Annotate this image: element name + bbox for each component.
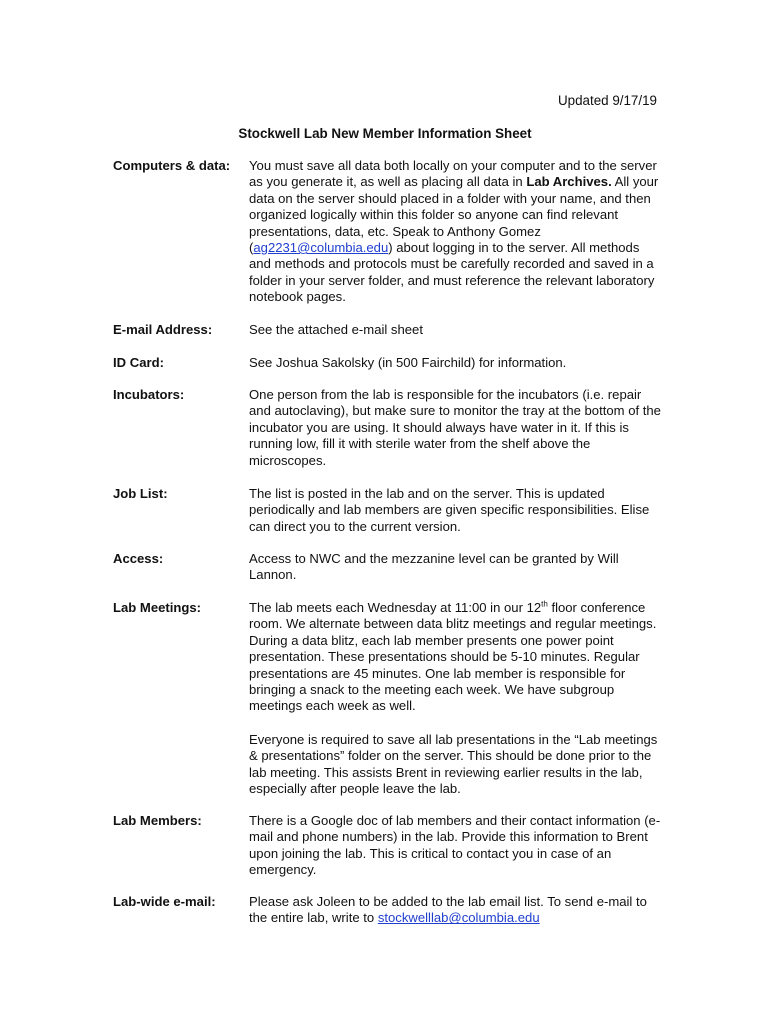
bold-text: Lab Archives. (526, 174, 612, 190)
text-run: The lab meets each Wednesday at 11:00 in our 12 (249, 600, 542, 615)
section-paragraph: See Joshua Sakolsky (in 500 Fairchild) for information. (249, 355, 567, 370)
section-body (249, 600, 661, 715)
section-label: Lab Members: (113, 813, 202, 828)
section-paragraph (249, 894, 661, 927)
section-label: Access: (113, 551, 164, 566)
section-body (249, 813, 661, 879)
superscript: th (541, 599, 548, 609)
document-title: Stockwell Lab New Member Information Sheet (238, 126, 532, 141)
email-link-anthony[interactable]: ag2231@columbia.edu (253, 240, 389, 256)
section-body (249, 322, 661, 338)
section-body (249, 387, 661, 469)
section-paragraph: One person from the lab is responsible for the incubators (i.e. repair and autoclaving), but make sure to monitor the tray at the bottom of the incubator you are using. It should always have water in it. If this is running low, fill it with sterile water from the shelf above the microscopes. (249, 387, 661, 468)
updated-date: Updated 9/17/19 (557, 93, 657, 108)
section-paragraph: Access to NWC and the mezzanine level can be granted by Will Lannon. (249, 551, 619, 583)
section-paragraph: There is a Google doc of lab members and their contact information (e-mail and phone numbers) in the lab. Provide this information to Brent upon joining the lab. This is critical to contact you in case of an emergency. (249, 813, 661, 878)
text-run: ) about logging in to the server. All methods and methods and protocols must be carefully recorded and saved in a folder in your server folder, and must reference the relevant laboratory notebook pages. (249, 240, 655, 305)
section-body (249, 551, 661, 584)
section-label: ID Card: (113, 355, 164, 370)
section-label: Incubators: (113, 387, 185, 402)
section-paragraph (249, 600, 661, 715)
text-run: All your data on the server should placed in a folder with your name, and then organized logically within this folder so anyone can find relevant presentations, data, etc. Speak to Anthony Gomez ( (249, 174, 659, 256)
section-label: Lab Meetings: (113, 600, 202, 615)
section-label: Job List: (113, 486, 168, 501)
section-body (249, 158, 661, 306)
section-paragraph: The list is posted in the lab and on the server. This is updated periodically and lab members are given specific responsibilities. Elise can direct you to the current version. (249, 486, 650, 534)
text-run: You must save all data both locally on your computer and to the server as you generate it, as well as placing all data in (249, 158, 657, 190)
section-body (249, 486, 661, 535)
text-run: floor conference room. We alternate between data blitz meetings and regular meetings. During a data blitz, each lab member presents one power point presentation. These presentations should be 5-10 minutes. Regular presentations are 45 minutes. One lab member is responsible for bringing a snack to the meeting each week. We have subgroup meetings each week as well. (249, 600, 657, 714)
section-body (249, 732, 661, 798)
section-paragraph: Everyone is required to save all lab presentations in the “Lab meetings & presentations” folder on the server. This should be done prior to the lab meeting. This assists Brent in reviewing earlier results in the lab, especially after people leave the lab. (249, 732, 658, 797)
section-label: Lab-wide e-mail: (113, 894, 216, 909)
section-paragraph (249, 158, 661, 306)
section-body (249, 355, 661, 371)
section-label: Computers & data: (113, 158, 231, 173)
text-run: Please ask Joleen to be added to the lab email list. To send e-mail to the entire lab, write to (249, 894, 647, 926)
section-paragraph: See the attached e-mail sheet (249, 322, 423, 337)
section-label: E-mail Address: (113, 322, 213, 337)
section-body (249, 894, 661, 927)
email-link-lab[interactable]: stockwelllab@columbia.edu (377, 910, 540, 926)
